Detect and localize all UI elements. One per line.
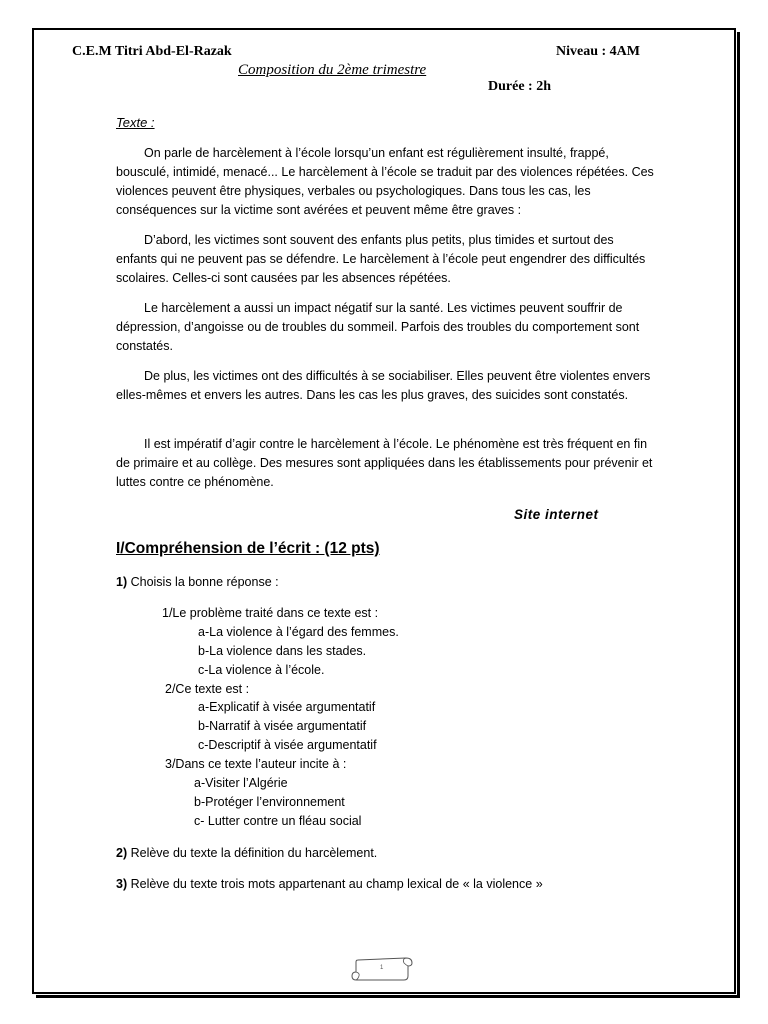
page-number: 1 xyxy=(380,965,384,971)
option-3b: b-Protéger l’environnement xyxy=(194,795,345,809)
option-1c: c-La violence à l’école. xyxy=(198,663,325,677)
level-label: Niveau : 4AM xyxy=(556,44,640,59)
section-title: I/Compréhension de l’écrit : (12 pts) xyxy=(116,540,380,557)
question-number: 3) xyxy=(116,877,128,891)
option-1a: a-La violence à l’égard des femmes. xyxy=(198,625,399,639)
question-number: 2) xyxy=(116,846,128,860)
subquestion-3-title: 3/Dans ce texte l’auteur incite à : xyxy=(165,757,347,771)
duration-label: Durée : 2h xyxy=(488,79,551,94)
paragraph-1 xyxy=(116,144,656,220)
paragraph-text: D’abord, les victimes sont souvent des enfants plus petits, plus timides et surtout des enfants qui ne peuvent pas se défendre. Le harcèlement à l’école peut engendrer des difficultés scolaires. Celles-ci sont causées par les absences répétées. xyxy=(116,233,646,285)
option-2c: c-Descriptif à visée argumentatif xyxy=(198,738,377,752)
question-text: Relève du texte trois mots appartenant au champ lexical de « la violence » xyxy=(127,877,543,891)
paragraph-2 xyxy=(116,231,656,288)
question-3 xyxy=(116,877,543,891)
school-name: C.E.M Titri Abd-El-Razak xyxy=(72,44,232,59)
exam-title: Composition du 2ème trimestre xyxy=(238,62,427,78)
page-number-scroll xyxy=(350,952,416,982)
paragraph-5 xyxy=(116,435,656,492)
option-2b: b-Narratif à visée argumentatif xyxy=(198,719,367,733)
paragraph-3 xyxy=(116,299,656,356)
text-source: Site internet xyxy=(514,507,599,522)
subquestion-1-title: 1/Le problème traité dans ce texte est : xyxy=(162,606,379,620)
subquestion-2-title: 2/Ce texte est : xyxy=(165,682,250,696)
question-text: Choisis la bonne réponse : xyxy=(127,575,279,589)
paragraph-text: Il est impératif d’agir contre le harcèlement à l’école. Le phénomène est très fréquent en fin de primaire et au collège. Des mesures sont appliquées dans les établissements pour prévenir et luttes contre ce phénomène. xyxy=(116,437,653,489)
option-1b: b-La violence dans les stades. xyxy=(198,644,367,658)
question-text: Relève du texte la définition du harcèlement. xyxy=(127,846,378,860)
option-3a: a-Visiter l’Algérie xyxy=(194,776,288,790)
question-2 xyxy=(116,846,377,860)
texte-label: Texte : xyxy=(116,115,155,130)
question-number: 1) xyxy=(116,575,128,589)
paragraph-4 xyxy=(116,367,656,405)
paragraph-text: De plus, les victimes ont des difficultés à se sociabiliser. Elles peuvent être violentes envers elles-mêmes et envers les autres. Dans les cas les plus graves, des suicides sont constatés. xyxy=(116,369,651,402)
option-3c: c- Lutter contre un fléau social xyxy=(194,814,362,828)
paragraph-text: On parle de harcèlement à l’école lorsqu’un enfant est régulièrement insulté, frappé, bousculé, intimidé, menacé... Le harcèlement à l’école se traduit par des violences répétées. Ces violences peuvent être physiques, verbales ou psychologiques. Dans tous les cas, les conséquences sur la victime sont avérées et peuvent même être graves : xyxy=(116,146,654,217)
option-2a: a-Explicatif à visée argumentatif xyxy=(198,700,376,714)
paragraph-text: Le harcèlement a aussi un impact négatif sur la santé. Les victimes peuvent souffrir de dépression, d’angoisse ou de troubles du sommeil. Parfois des troubles du comportement sont constatés. xyxy=(116,301,640,353)
question-1 xyxy=(116,575,279,589)
